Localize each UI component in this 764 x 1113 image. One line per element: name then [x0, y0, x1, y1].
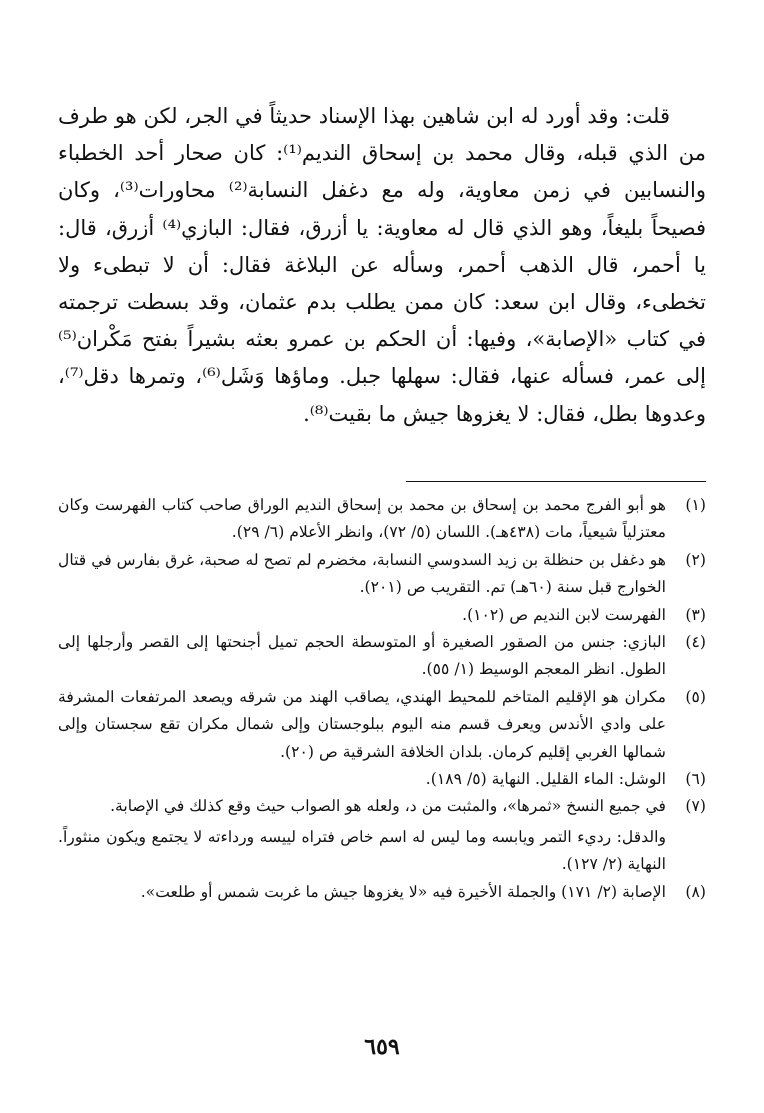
footnote-text: مكران هو الإقليم المتاخم للمحيط الهندي، يصاقب الهند من شرقه ويصعد المرتفعات المشرفة على وادي الأندس ويعرف قسم منه اليوم ببلوجستان وإلى شمال مكران تقع سجستان وإلى شمالها الغربي إقليم كرمان. بلدان الخلافة الشرقية ص (٢٠).: [58, 687, 666, 761]
footnote-number: (٦): [685, 770, 706, 789]
footnote-5: [58, 684, 706, 766]
footnotes: [58, 492, 706, 906]
main-text-block: [58, 98, 706, 433]
footnote-text: الفهرست لابن النديم ص (١٠٢).: [462, 605, 666, 624]
footnote-text: [58, 793, 666, 878]
footnote-7: [58, 793, 706, 878]
footnote-number: (٨): [685, 882, 706, 901]
footnote-1: [58, 492, 706, 547]
footnote-4: [58, 629, 706, 684]
footnote-number: (٧): [685, 797, 706, 816]
footnote-3: [58, 602, 706, 629]
footnote-number: (١): [685, 496, 706, 514]
footnote-2: [58, 547, 706, 602]
footnote-text: الوشل: الماء القليل. النهاية (٥/ ١٨٩).: [425, 770, 666, 789]
footnote-separator: [406, 481, 706, 482]
footnote-8: [58, 879, 706, 906]
footnote-number: (٥): [685, 687, 706, 706]
footnote-number: (٣): [685, 605, 706, 624]
footnote-text: هو دغفل بن حنظلة بن زيد السدوسي النسابة، مخضرم لم تصح له صحبة، غرق بفارس في قتال الخوارج قبل سنة (٦٠هـ) تم. التقريب ص (٢٠١).: [58, 550, 666, 597]
main-paragraph: قلت: وقد أورد له ابن شاهين بهذا الإسناد حديثاً في الجر، لكن هو طرف من الذي قبله، وقال محمد بن إسحاق النديم⁽¹⁾: كان صحار أحد الخطباء والنسابين في زمن معاوية، وله مع دغفل النسابة⁽²⁾ محاورات⁽³⁾، وكان فصيحاً بليغاً، وهو الذي قال له معاوية: يا أزرق، فقال: البازي⁽⁴⁾ أزرق، قال: يا أحمر، قال الذهب أحمر، وسأله عن البلاغة فقال: أن لا تبطىء ولا تخطىء، وقال ابن سعد: كان ممن يطلب بدم عثمان، وقد بسطت ترجمته في كتاب «الإصابة»، وفيها: أن الحكم بن عمرو بعثه بشيراً بفتح مَكْران⁽⁵⁾ إلى عمر، فسأله عنها، فقال: سهلها جبل. وماؤها وَشَل⁽⁶⁾، وتمرها دقل⁽⁷⁾، وعدوها بطل، فقال: لا يغزوها جيش ما بقيت⁽⁸⁾.: [58, 104, 706, 426]
footnote-6: [58, 766, 706, 793]
footnote-number: (٤): [685, 633, 706, 652]
footnote-text-main: في جميع النسخ «ثمرها»، والمثبت من د، ولعله هو الصواب حيث وقع كذلك في الإصابة.: [110, 797, 666, 816]
footnote-number: (٢): [685, 550, 706, 569]
footnote-text: البازي: جنس من الصقور الصغيرة أو المتوسطة الحجم تميل أجنحتها إلى القصر وأرجلها إلى الطول. انظر المعجم الوسيط (١/ ٥٥).: [58, 633, 666, 679]
footnote-text: هو أبو الفرج محمد بن إسحاق بن محمد بن إسحاق النديم الوراق صاحب كتاب الفهرست وكان معتزلياً شيعياً، مات (٤٣٨هـ). اللسان (٥/ ٧٢)، وانظر الأعلام (٦/ ٢٩).: [58, 496, 666, 542]
footnote-text: الإصابة (٢/ ١٧١) والجملة الأخيرة فيه «لا يغزوها جيش ما غربت شمس أو طلعت».: [140, 882, 666, 901]
footnote-text-extra: والدقل: رديء التمر ويابسه وما ليس له اسم خاص فتراه لييسه ورداءته لا يجتمع ويكون منثوراً. النهاية (٢/ ١٢٧).: [58, 827, 666, 874]
page-number: ٦٥٩: [364, 1034, 400, 1060]
